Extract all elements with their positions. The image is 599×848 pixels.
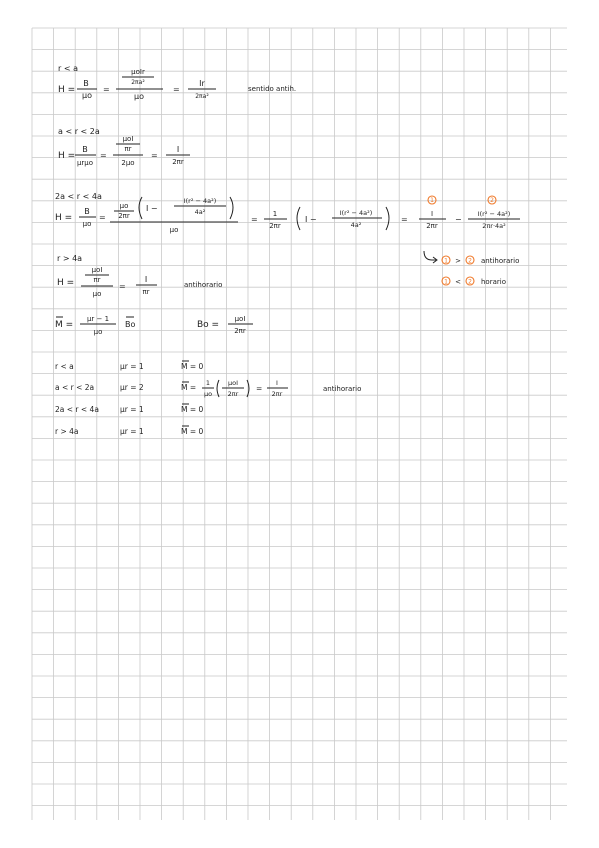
- mu0i-num: μoI: [122, 135, 134, 143]
- eq-3: =: [99, 213, 106, 222]
- condition-2a-r-4a: 2a < r < 4a: [55, 192, 102, 201]
- b0-num: μoI: [234, 315, 246, 323]
- cmp2-label: horario: [481, 278, 506, 286]
- mur-minus-1: μr − 1: [86, 315, 110, 323]
- eq-3c: =: [401, 215, 408, 224]
- 2pia2-den: 2πa²: [131, 79, 145, 86]
- t-cond-0: r < a: [55, 362, 74, 371]
- 2pir-mid: 2πr: [269, 222, 281, 230]
- pir-res-4: πr: [142, 288, 150, 296]
- murmu0-den: μrμo: [76, 159, 94, 167]
- 2pir-den-2: 2πr: [172, 158, 184, 166]
- t-mur-1: μr = 2: [120, 383, 144, 392]
- t-mur-0: μr = 1: [120, 362, 144, 371]
- cmp1-op: >: [455, 257, 461, 265]
- t-m-3: M = 0: [181, 427, 204, 436]
- term1-num: I: [430, 210, 434, 218]
- sub-den-2: 4a²: [350, 221, 362, 229]
- b-num-3: B: [84, 207, 90, 216]
- h-lhs-4: H =: [57, 278, 75, 288]
- i-num-4: I: [144, 275, 148, 284]
- mu0-outer-3: μo: [169, 226, 179, 234]
- t-extra-1: antihorario: [323, 385, 362, 393]
- condition-r-lt-a: r < a: [58, 64, 78, 73]
- t-mur-2: μr = 1: [120, 405, 144, 414]
- mu0ir-num: μoIr: [131, 68, 145, 76]
- t-cond-1: a < r < 2a: [55, 383, 95, 392]
- m-lhs: M =: [55, 320, 74, 330]
- sub-num: I(r² − 4a²): [183, 197, 217, 205]
- mu0-den-3: μo: [82, 220, 92, 228]
- cmp1-b: 2: [468, 257, 472, 265]
- b-num-2: B: [82, 145, 88, 154]
- mu0-den-4: μo: [92, 290, 102, 298]
- eq-3b: =: [251, 215, 258, 224]
- i-num-2: I: [176, 145, 180, 154]
- term1-den: 2πr: [426, 222, 438, 230]
- t1-eq: =: [256, 384, 263, 393]
- t1-res-den: 2πr: [271, 390, 283, 398]
- one-num: 1: [272, 210, 278, 218]
- t1-in-den: 2πr: [227, 390, 239, 398]
- b-num: B: [83, 79, 89, 88]
- condition-r-gt-4a: r > 4a: [57, 254, 83, 263]
- 2mu0-den: 2μo: [121, 159, 135, 167]
- mu0-num-3: μo: [119, 202, 129, 210]
- h-lhs-3: H =: [55, 213, 73, 223]
- h-lhs: H =: [58, 85, 76, 95]
- sub-num-2: I(r² − 4a²): [339, 209, 373, 217]
- t-mur-3: μr = 1: [120, 427, 144, 436]
- t1-frac-den: μo: [203, 390, 213, 398]
- mu0-outer: μo: [134, 92, 144, 101]
- eq-4: =: [119, 282, 126, 291]
- b0-den: 2πr: [234, 327, 246, 335]
- pir-den-4: πr: [93, 276, 101, 284]
- t1-in-num: μoI: [227, 379, 239, 387]
- sub-den: 4a²: [194, 208, 206, 216]
- eq-2: =: [100, 151, 107, 160]
- i-minus: I −: [146, 204, 158, 213]
- ir-num: Ir: [199, 79, 205, 88]
- b0-vec: Bo: [125, 320, 136, 329]
- mu0-den: μo: [82, 91, 92, 100]
- 2pir-den-3: 2πr: [118, 212, 130, 220]
- eq: =: [103, 85, 110, 94]
- mu0i-num-4: μoI: [91, 266, 103, 274]
- t-cond-3: r > 4a: [55, 427, 79, 436]
- eq2: =: [173, 85, 180, 94]
- t1-res-num: I: [276, 379, 278, 387]
- term2-den: 2πr·4a²: [482, 222, 506, 230]
- condition-a-r-2a: a < r < 2a: [58, 127, 100, 136]
- pir-den: πr: [124, 145, 132, 153]
- cmp2-a: 1: [444, 278, 448, 286]
- t-m-0: M = 0: [181, 362, 204, 371]
- t-m-2: M = 0: [181, 405, 204, 414]
- note-antihorario: antihorario: [184, 281, 223, 289]
- t-m-1: M =: [181, 383, 197, 392]
- h-lhs-2: H =: [58, 151, 76, 161]
- term2-num: I(r² − 4a²): [477, 210, 511, 218]
- minus-sign: −: [455, 215, 462, 224]
- cmp2-b: 2: [468, 278, 472, 286]
- note-sentido: sentido antih.: [248, 85, 297, 93]
- 2pia2-res: 2πa²: [195, 93, 209, 100]
- b0-lhs: Bo =: [197, 320, 220, 330]
- mu0-den-m: μo: [93, 328, 103, 336]
- circle-label-2: 2: [490, 197, 494, 205]
- i-minus-2: I −: [305, 215, 317, 224]
- t-cond-2: 2a < r < 4a: [55, 405, 99, 414]
- cmp2-op: <: [455, 278, 461, 286]
- eq-2b: =: [151, 151, 158, 160]
- cmp1-a: 1: [444, 257, 448, 265]
- circle-label-1: 1: [430, 197, 434, 205]
- cmp1-label: antihorario: [481, 257, 520, 265]
- t1-frac-num: 1: [205, 379, 211, 387]
